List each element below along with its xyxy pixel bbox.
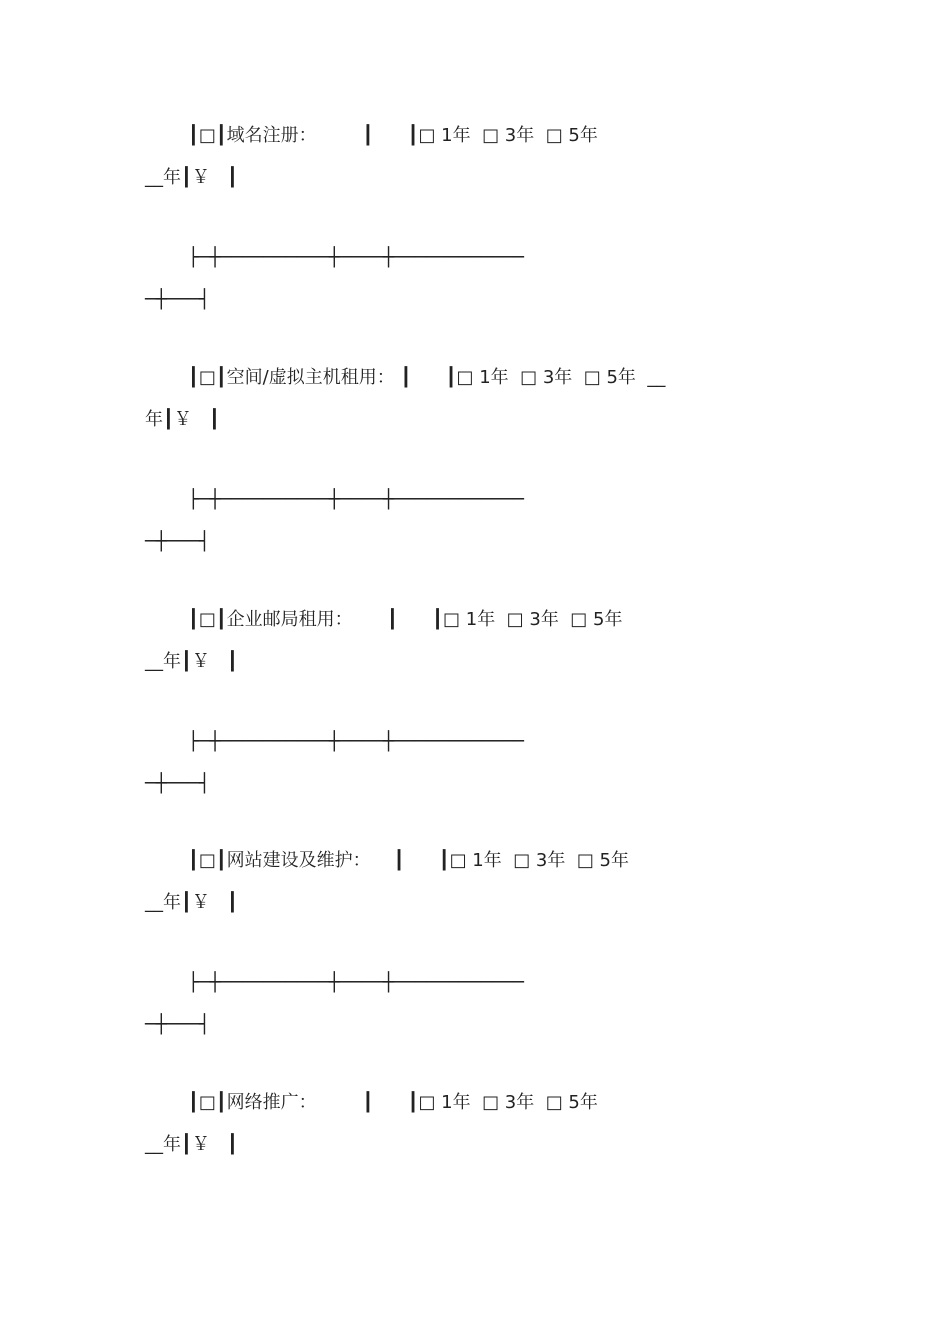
row-hosting-rental: ┃□┃空间/虚拟主机租用： ┃ ┃□ 1年 □ 3年 □ 5年 __ [188, 367, 666, 388]
table-rule-cont: ─┼───┤ [145, 1014, 211, 1035]
table-rule: ├─┼──────────┼────┼──────────── [188, 247, 524, 268]
row-site-building: ┃□┃网站建设及维护： ┃ ┃□ 1年 □ 3年 □ 5年 [188, 850, 629, 871]
table-rule-cont: ─┼───┤ [145, 289, 211, 310]
row-promotion: ┃□┃网络推广： ┃ ┃□ 1年 □ 3年 □ 5年 [188, 1092, 598, 1113]
row-domain-registration: ┃□┃域名注册： ┃ ┃□ 1年 □ 3年 □ 5年 [188, 125, 598, 146]
row-site-building-cont: __年┃￥ ┃ [145, 892, 238, 913]
row-promotion-cont: __年┃￥ ┃ [145, 1134, 238, 1155]
row-hosting-rental-cont: 年┃￥ ┃ [145, 409, 220, 430]
table-rule: ├─┼──────────┼────┼──────────── [188, 489, 524, 510]
table-rule: ├─┼──────────┼────┼──────────── [188, 972, 524, 993]
table-rule: ├─┼──────────┼────┼──────────── [188, 731, 524, 752]
row-mail-rental: ┃□┃企业邮局租用： ┃ ┃□ 1年 □ 3年 □ 5年 [188, 609, 623, 630]
table-rule-cont: ─┼───┤ [145, 773, 211, 794]
row-domain-registration-cont: __年┃￥ ┃ [145, 167, 238, 188]
table-rule-cont: ─┼───┤ [145, 531, 211, 552]
row-mail-rental-cont: __年┃￥ ┃ [145, 651, 238, 672]
